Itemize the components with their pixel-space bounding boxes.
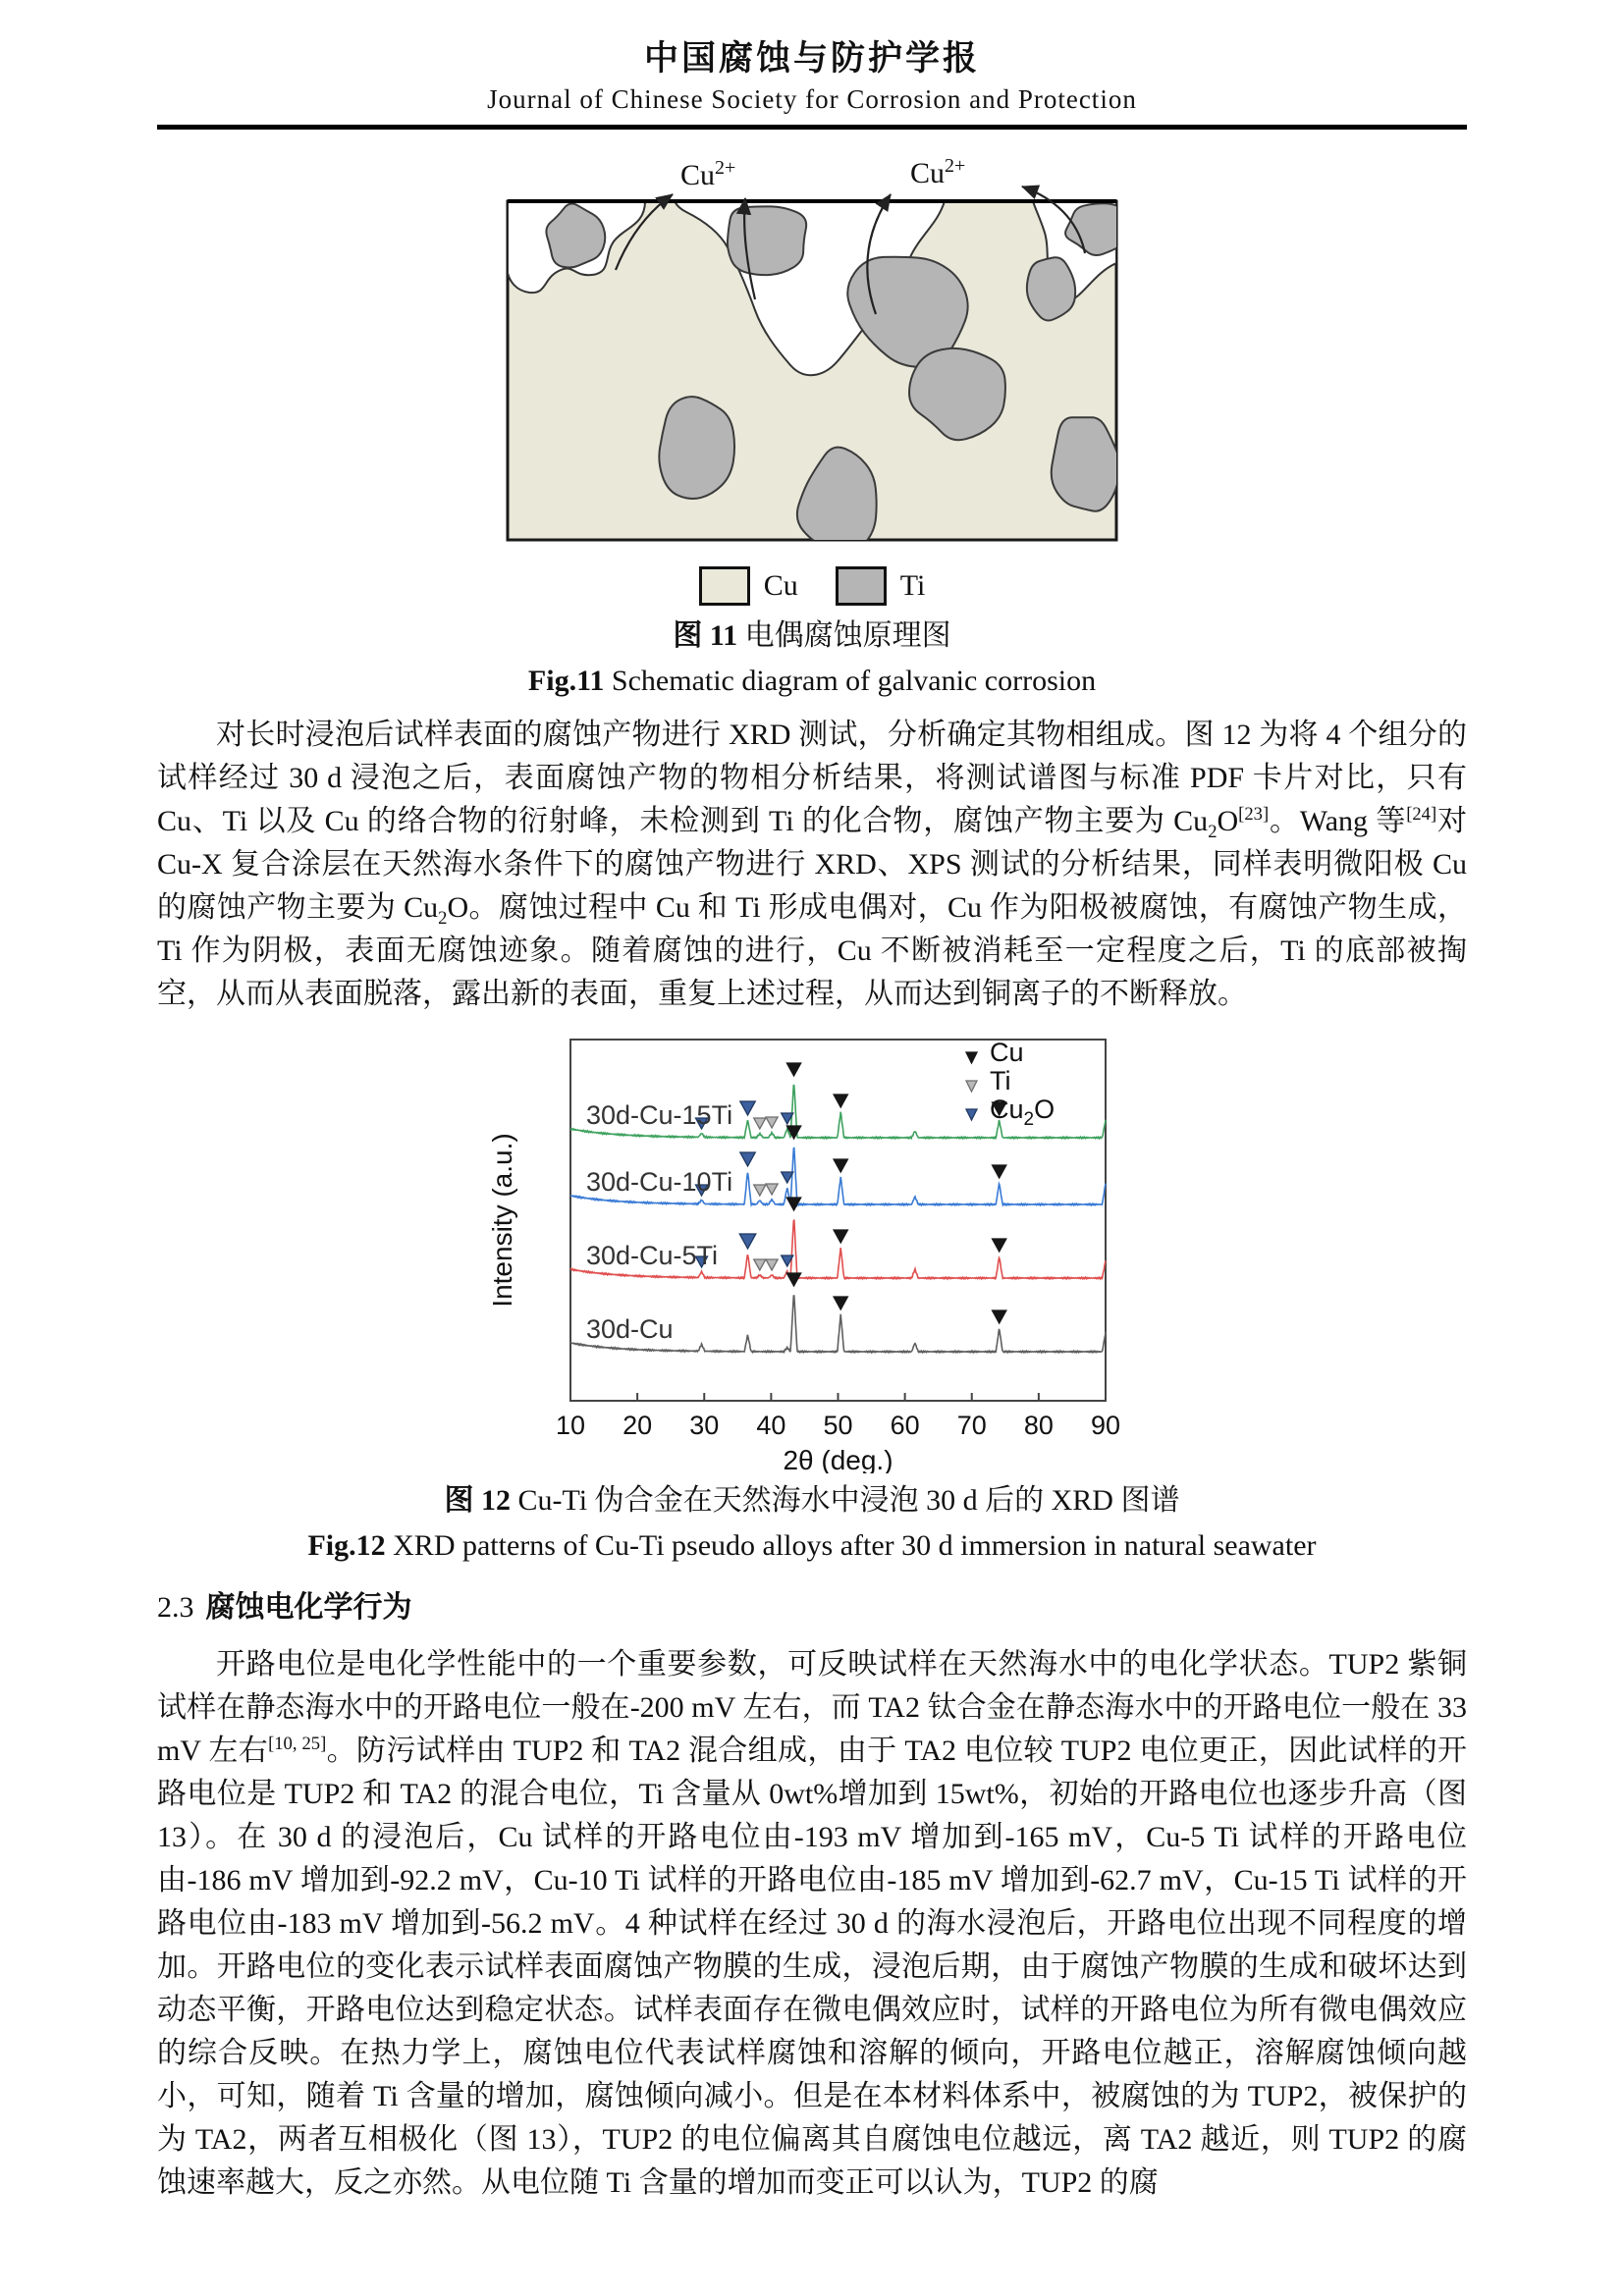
section-heading-2-3	[157, 1586, 1467, 1629]
legend-label-cu2o: $Cu_2O$	[990, 1095, 1056, 1130]
fig12-caption-en-text: XRD patterns of Cu-Ti pseudo alloys after 30 d immersion in natural seawater	[385, 1529, 1317, 1562]
fig12-caption-cn	[157, 1478, 1467, 1523]
legend-label-ti: Ti	[990, 1066, 1011, 1095]
section-title: 腐蚀电化学行为	[205, 1591, 412, 1624]
x-tick-label: 60	[890, 1411, 920, 1440]
series-label: 30d-Cu-5Ti	[586, 1241, 719, 1270]
fig12-caption-cn-text: Cu-Ti 伪合金在天然海水中浸泡 30 d 后的 XRD 图谱	[511, 1484, 1180, 1517]
series-label: 30d-Cu	[586, 1314, 674, 1344]
journal-title-en: Journal of Chinese Society for Corrosion and Protection	[487, 84, 1137, 114]
fig11-legend-item-ti	[836, 566, 926, 606]
x-tick-label: 90	[1090, 1411, 1121, 1440]
fig11-caption-en	[157, 659, 1467, 704]
galvanic-corrosion-schematic	[498, 147, 1126, 560]
fig11-legend-swatch-cu	[699, 566, 750, 606]
fig11-caption-cn-label: 图 11	[673, 619, 738, 652]
x-axis-label: 2θ (deg.)	[783, 1445, 893, 1473]
paragraph-ocp-discussion: 开路电位是电化学性能中的一个重要参数，可反映试样在天然海水中的电化学状态。TUP2 紫铜试样在静态海水中的开路电位一般在-200 mV 左右，而 TA2 钛合金在静态海水中的开路电位一般在 33 mV 左右[10, 25]。防污试样由 TUP2 和 TA2 混合组成，由于 TA2 电位较 TUP2 电位更正，因此试样的开路电位是 TUP2 和 TA2 的混合电位，Ti 含量从 0wt%增加到 15wt%，初始的开路电位也逐步升高（图 13）。在 30 d 的浸泡后，Cu 试样的开路电位由-193 mV 增加到-165 mV，Cu-5 Ti 试样的开路电位由-186 mV 增加到-92.2 mV，Cu-10 Ti 试样的开路电位由-185 mV 增加到-62.7 mV，Cu-15 Ti 试样的开路电位由-183 mV 增加到-56.2 mV。4 种试样在经过 30 d 的海水浸泡后，开路电位出现不同程度的增加。开路电位的变化表示试样表面腐蚀产物膜的生成，浸泡后期，由于腐蚀产物膜的生成和破坏达到动态平衡，开路电位达到稳定状态。试样表面存在微电偶效应时，试样的开路电位为所有微电偶效应的综合反映。在热力学上，腐蚀电位代表试样腐蚀和溶解的倾向，开路电位越正，溶解腐蚀倾向越小，可知，随着 Ti 含量的增加，腐蚀倾向减小。但是在本材料体系中，被腐蚀的为 TUP2，被保护的为 TA2，两者互相极化（图 13），TUP2 的电位偏离其自腐蚀电位越远，离 TA2 越近，则 TUP2 的腐蚀速率越大，反之亦然。从电位随 Ti 含量的增加而变正可以认为，TUP2 的腐	[157, 1648, 1467, 2199]
fig11-legend-swatch-ti	[836, 566, 887, 606]
x-tick-label: 40	[756, 1411, 786, 1440]
x-tick-label: 50	[823, 1411, 853, 1440]
fig12-caption-en-label: Fig.12	[307, 1529, 386, 1562]
x-tick-label: 30	[689, 1411, 720, 1440]
fig11-caption-cn-text: 电偶腐蚀原理图	[737, 619, 951, 652]
section-number: 2.3	[157, 1591, 194, 1624]
series-label: 30d-Cu-15Ti	[586, 1100, 733, 1130]
series-label: 30d-Cu-10Ti	[586, 1167, 733, 1197]
legend-label-cu: Cu	[990, 1038, 1024, 1067]
x-tick-label: 10	[555, 1411, 586, 1440]
fig12-caption-en	[157, 1523, 1467, 1569]
journal-title-cn: 中国腐蚀与防护学报	[643, 39, 980, 78]
x-tick-label: 70	[956, 1411, 987, 1440]
cu-ion-label: $Cu^{2+}$	[680, 157, 736, 191]
x-tick-label: 20	[623, 1411, 653, 1440]
cu-ion-label: $Cu^{2+}$	[910, 155, 966, 189]
fig11-legend	[157, 566, 1467, 606]
fig11-caption-cn	[157, 614, 1467, 659]
x-tick-label: 80	[1023, 1411, 1054, 1440]
fig11-legend-label-ti: Ti	[899, 569, 926, 602]
fig11-caption-en-text: Schematic diagram of galvanic corrosion	[604, 665, 1097, 697]
y-axis-label: Intensity (a.u.)	[488, 1133, 517, 1308]
header-rule	[157, 125, 1467, 130]
fig11-caption-en-label: Fig.11	[527, 665, 605, 697]
fig11-legend-item-cu	[699, 566, 798, 606]
paragraph-xrd-discussion: 对长时浸泡后试样表面的腐蚀产物进行 XRD 测试，分析确定其物相组成。图 12 为将 4 个组分的试样经过 30 d 浸泡之后，表面腐蚀产物的物相分析结果，将测试谱图与标准 PDF 卡片对比，只有 Cu、Ti 以及 Cu 的络合物的衍射峰，未检测到 Ti 的化合物，腐蚀产物主要为 $Cu_2O[23]$。Wang 等[24]对 Cu-X 复合涂层在天然海水条件下的腐蚀产物进行 XRD、XPS 测试的分析结果，同样表明微阳极 Cu 的腐蚀产物主要为 $Cu_2O$。腐蚀过程中 Cu 和 Ti 形成电偶对，Cu 作为阳极被腐蚀，有腐蚀产物生成，Ti 作为阴极，表面无腐蚀迹象。随着腐蚀的进行，Cu 不断被消耗至一定程度之后，Ti 的底部被掏空，从而从表面脱落，露出新的表面，重复上述过程，从而达到铜离子的不断释放。	[157, 719, 1467, 1010]
figure-12	[157, 1030, 1467, 1569]
xrd-patterns-chart	[488, 1030, 1136, 1473]
figure-11	[157, 147, 1467, 704]
fig12-caption-cn-label: 图 12	[444, 1484, 512, 1517]
fig11-legend-label-cu: Cu	[763, 569, 798, 602]
